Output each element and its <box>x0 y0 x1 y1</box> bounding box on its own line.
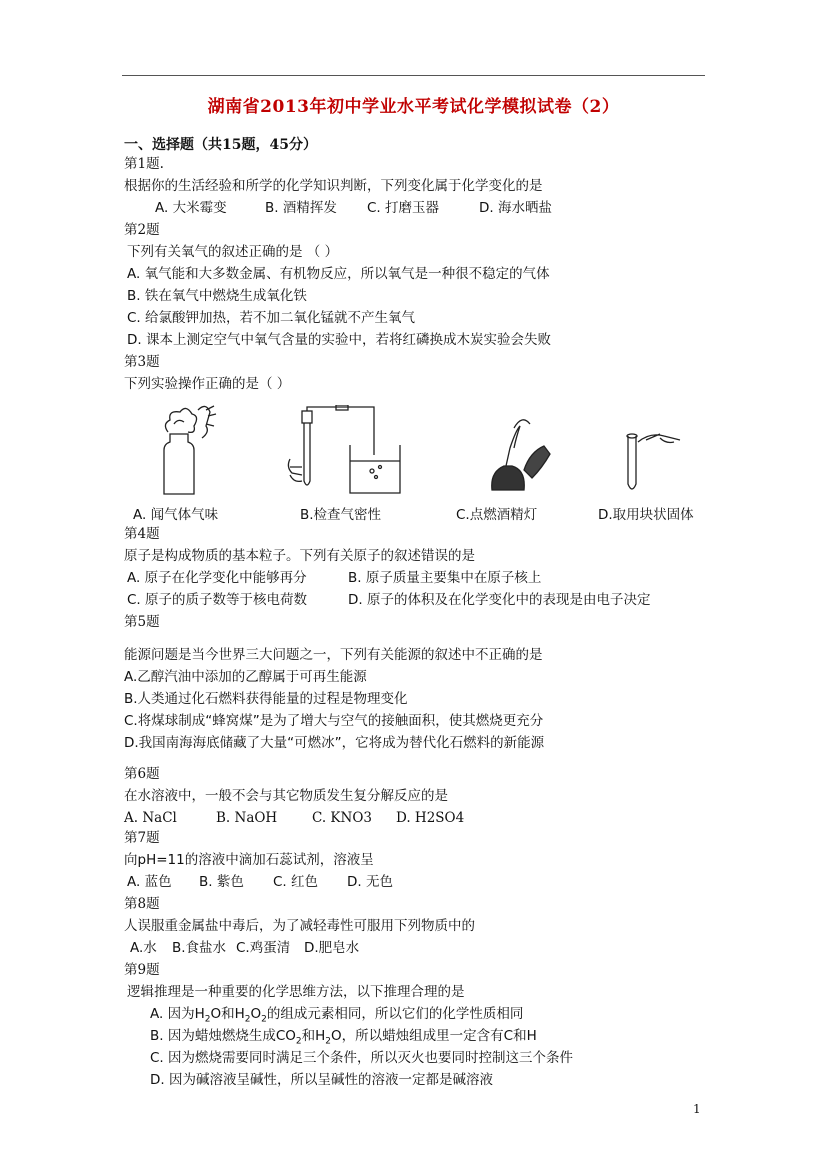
q2-number: 第2题 <box>124 222 160 238</box>
q6-option-c: C. KNO3 <box>312 810 372 826</box>
q8-stem: 人误服重金属盐中毒后，为了减轻毒性可服用下列物质中的 <box>124 918 475 934</box>
q7-stem: 向pH=11的溶液中滴加石蕊试剂，溶液呈 <box>124 852 374 868</box>
page-number: 1 <box>693 1102 701 1116</box>
q5-option-c: C.将煤球制成“蜂窝煤”是为了增大与空气的接触面积，使其燃烧更充分 <box>124 713 544 729</box>
q9-a-sub-1: 2 <box>204 1014 211 1025</box>
q4-option-c: C. 原子的质子数等于核电荷数 <box>127 592 308 608</box>
q9-option-c: C. 因为燃烧需要同时满足三个条件，所以灭火也要同时控制这三个条件 <box>150 1050 574 1066</box>
figure-block-solid <box>620 428 690 498</box>
q4-number: 第4题 <box>124 526 160 542</box>
q5-option-b: B.人类通过化石燃料获得能量的过程是物理变化 <box>124 691 408 707</box>
q1-option-d: D. 海水晒盐 <box>479 200 552 216</box>
q6-option-d: D. H2SO4 <box>396 810 465 826</box>
q6-number: 第6题 <box>124 766 160 782</box>
q9-stem: 逻辑推理是一种重要的化学思维方法，以下推理合理的是 <box>127 984 465 1000</box>
page-title: 湖南省2013年初中学业水平考试化学模拟试卷（2） <box>207 97 620 117</box>
q9-b-text-3: O，所以蜡烛组成里一定含有C和H <box>331 1028 537 1044</box>
q8-option-b: B.食盐水 <box>172 940 227 956</box>
q3-option-a: A. 闻气体气味 <box>133 507 219 523</box>
q5-number: 第5题 <box>124 614 160 630</box>
q9-b-text-1: B. 因为蜡烛燃烧生成CO <box>150 1028 296 1044</box>
q2-option-b: B. 铁在氧气中燃烧生成氧化铁 <box>127 288 307 304</box>
q9-b-text-2: 和H <box>301 1028 326 1044</box>
q9-a-sub-2: 2 <box>244 1014 251 1025</box>
q2-option-d: D. 课本上测定空气中氧气含量的实验中，若将红磷换成木炭实验会失败 <box>127 332 551 348</box>
q9-number: 第9题 <box>124 962 160 978</box>
q7-option-c: C. 红色 <box>273 874 319 890</box>
q3-option-c: C.点燃酒精灯 <box>456 507 538 523</box>
q8-option-d: D.肥皂水 <box>304 940 360 956</box>
section-heading: 一、选择题（共15题，45分） <box>124 137 317 153</box>
q1-stem: 根据你的生活经验和所学的化学知识判断，下列变化属于化学变化的是 <box>124 178 543 194</box>
q6-stem: 在水溶液中，一般不会与其它物质发生复分解反应的是 <box>124 788 448 804</box>
q7-option-b: B. 紫色 <box>199 874 244 890</box>
q9-a-sub-3: 2 <box>261 1014 267 1025</box>
q4-option-b: B. 原子质量主要集中在原子核上 <box>348 570 542 586</box>
q1-number: 第1题. <box>124 156 164 172</box>
q2-stem: 下列有关氧气的叙述正确的是 （ ） <box>127 244 339 260</box>
q3-option-d: D.取用块状固体 <box>598 507 694 523</box>
q4-option-a: A. 原子在化学变化中能够再分 <box>127 570 307 586</box>
figure-alcohol-lamp <box>486 408 556 498</box>
q2-option-c: C. 给氯酸钾加热，若不加二氧化锰就不产生氧气 <box>127 310 416 326</box>
q9-option-b <box>150 1027 537 1051</box>
q6-options <box>124 809 464 827</box>
q9-option-d: D. 因为碱溶液呈碱性，所以呈碱性的溶液一定都是碱溶液 <box>150 1072 493 1088</box>
q9-option-a <box>150 1005 523 1029</box>
header-rule <box>122 75 705 76</box>
q5-stem: 能源问题是当今世界三大问题之一，下列有关能源的叙述中不正确的是 <box>124 647 543 663</box>
q1-option-b: B. 酒精挥发 <box>265 200 337 216</box>
q6-option-b: B. NaOH <box>216 810 278 826</box>
q5-option-a: A.乙醇汽油中添加的乙醇属于可再生能源 <box>124 669 367 685</box>
q2-option-a: A. 氧气能和大多数金属、有机物反应，所以氧气是一种很不稳定的气体 <box>127 266 550 282</box>
q4-option-d: D. 原子的体积及在化学变化中的表现是由电子决定 <box>348 592 651 608</box>
figure-smell-gas <box>150 398 230 498</box>
q9-a-text-1: A. 因为H <box>150 1006 205 1022</box>
q7-options <box>127 873 393 891</box>
q8-option-c: C.鸡蛋清 <box>236 940 291 956</box>
q9-b-sub-2: 2 <box>325 1036 332 1047</box>
q6-option-a: A. NaCl <box>124 810 177 826</box>
q9-a-text-3: O <box>250 1006 262 1022</box>
q7-option-a: A. 蓝色 <box>127 874 172 890</box>
q1-option-c: C. 打磨玉器 <box>367 200 440 216</box>
q7-number: 第7题 <box>124 830 160 846</box>
q5-option-d: D.我国南海海底储藏了大量“可燃冰”，它将成为替代化石燃料的新能源 <box>124 735 545 751</box>
q9-b-sub-1: 2 <box>295 1036 302 1047</box>
q9-a-text-4: 的组成元素相同，所以它们的化学性质相同 <box>266 1006 524 1022</box>
q8-option-a: A.水 <box>130 940 157 956</box>
q4-stem: 原子是构成物质的基本粒子。下列有关原子的叙述错误的是 <box>124 548 475 564</box>
q9-a-text-2: O和H <box>210 1006 245 1022</box>
q3-number: 第3题 <box>124 354 160 370</box>
q1-option-a: A. 大米霉变 <box>155 200 227 216</box>
q7-option-d: D. 无色 <box>347 874 393 890</box>
figure-airtightness <box>284 405 404 497</box>
q3-option-b: B.检查气密性 <box>300 507 382 523</box>
q4-options-row2 <box>127 591 650 609</box>
q3-stem: 下列实验操作正确的是（ ） <box>124 376 291 392</box>
q1-options <box>155 199 552 217</box>
q8-options <box>130 939 359 957</box>
q4-options-row1 <box>127 569 541 587</box>
q8-number: 第8题 <box>124 896 160 912</box>
